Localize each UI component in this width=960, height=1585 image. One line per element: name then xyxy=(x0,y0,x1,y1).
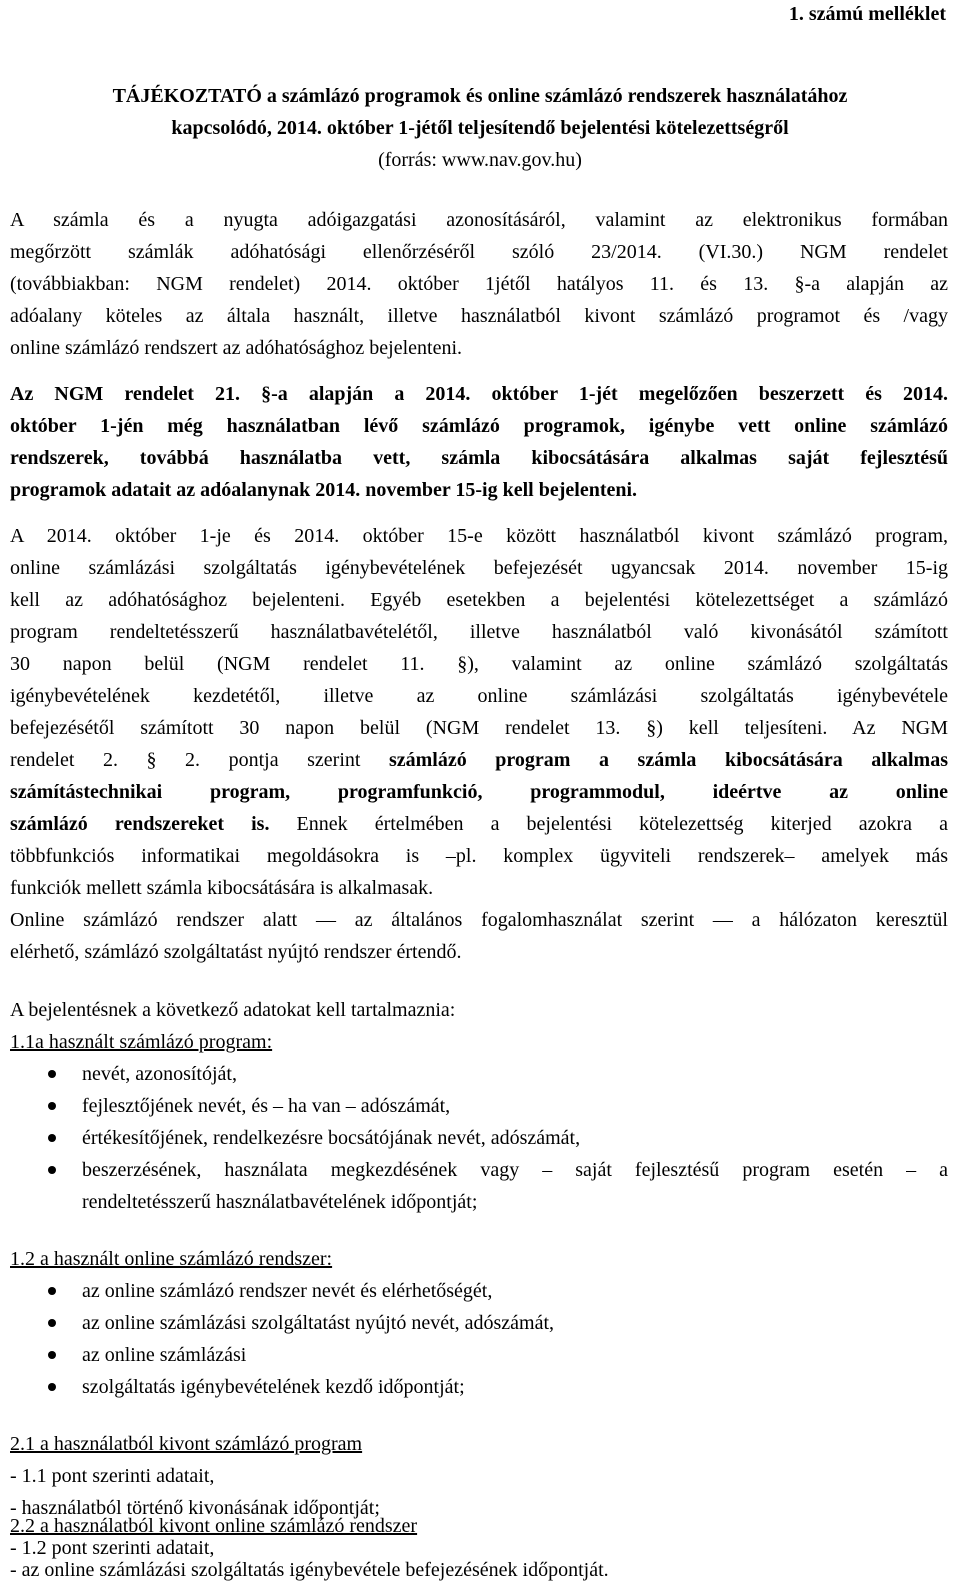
para3-bold-text: számlázó program a számla kibocsátására alkalmas xyxy=(388,749,948,771)
section-line: - az online számlázási szolgáltatás igénybevétele befejezésének időpontját. xyxy=(10,1559,609,1581)
para3-text: rendelet 2. § 2. pontja szerint xyxy=(10,749,389,771)
para2-line: programok adatait az adóalanynak 2014. november 15-ig kell bejelenteni. xyxy=(10,479,638,501)
requirements-intro: A bejelentésnek a következő adatokat kell tartalmaznia: xyxy=(10,999,456,1021)
para3-line: Online számlázó rendszer alatt — az általános fogalomhasználat szerint — a hálózaton keresztül xyxy=(10,909,948,931)
para2-line: október 1-jén még használatban lévő számlázó programok, igénybe vett online számlázó xyxy=(10,415,948,437)
bullet-icon xyxy=(48,1102,56,1110)
document-title-line-2: kapcsolódó, 2014. október 1-jétől teljesítendő bejelentési kötelezettségről xyxy=(171,117,789,139)
para3-line: számítástechnikai program, programfunkció, programmodul, ideértve az online xyxy=(10,781,948,803)
para1-line: online számlázó rendszert az adóhatósághoz bejelenteni. xyxy=(10,337,463,359)
bullet-icon xyxy=(48,1351,56,1359)
list-item: az online számlázási szolgáltatást nyújtó nevét, adószámát, xyxy=(82,1312,555,1334)
list-item: beszerzésének, használata megkezdésének vagy – saját fejlesztésű program esetén – a xyxy=(82,1159,948,1181)
para1-line: (továbbiakban: NGM rendelet) 2014. október 1jétől hatályos 11. és 13. §-a alapján az xyxy=(10,273,948,295)
bullet-icon xyxy=(48,1383,56,1391)
para1-line: megőrzött számlák adóhatósági ellenőrzéséről szóló 23/2014. (VI.30.) NGM rendelet xyxy=(10,241,948,263)
section-line: - 1.2 pont szerinti adatait, xyxy=(10,1537,215,1559)
para3-line: funkciók mellett számla kibocsátására is alkalmasak. xyxy=(10,877,434,899)
para2-line: rendszerek, továbbá használatba vett, számla kibocsátására alkalmas saját fejlesztésű xyxy=(10,447,948,469)
para3-line: igénybevételének kezdetétől, illetve az online számlázási szolgáltatás igénybevétele xyxy=(10,685,948,707)
list-item: az online számlázó rendszer nevét és elérhetőségét, xyxy=(82,1280,493,1302)
section-1-2-heading: 1.2 a használt online számlázó rendszer: xyxy=(10,1248,333,1270)
list-item-continuation: rendeltetésszerű használatbavételének időpontját; xyxy=(82,1191,478,1213)
para3-line xyxy=(10,812,948,836)
para3-line: kell az adóhatósághoz bejelenteni. Egyéb esetekben a bejelentési kötelezettséget a számlázó xyxy=(10,589,948,611)
para3-line: online számlázási szolgáltatás igénybevételének befejezését ugyancsak 2014. november 15-ig xyxy=(10,557,948,579)
list-item: az online számlázási xyxy=(82,1344,247,1366)
para1-line: adóalany köteles az általa használt, illetve használatból kivont számlázó programot és /vagy xyxy=(10,305,948,327)
para3-line: befejezésétől számított 30 napon belül (NGM rendelet 13. §) kell teljesíteni. Az NGM xyxy=(10,717,948,739)
section-2-1-heading: 2.1 a használatból kivont számlázó program xyxy=(10,1433,363,1455)
bullet-icon xyxy=(48,1070,56,1078)
para3-line: elérhető, számlázó szolgáltatást nyújtó rendszer értendő. xyxy=(10,941,462,963)
bullet-icon xyxy=(48,1287,56,1295)
section-line: - 1.1 pont szerinti adatait, xyxy=(10,1465,215,1487)
annex-label: 1. számú melléklet xyxy=(788,3,946,25)
list-item: nevét, azonosítóját, xyxy=(82,1063,237,1085)
list-item: szolgáltatás igénybevételének kezdő időpontját; xyxy=(82,1376,465,1398)
bullet-icon xyxy=(48,1166,56,1174)
section-line: - használatból történő kivonásának időpontját; xyxy=(10,1497,380,1519)
para3-line: program rendeltetésszerű használatbavételétől, illetve használatból való kivonásától számított xyxy=(10,621,948,643)
document-title-line-1: TÁJÉKOZTATÓ a számlázó programok és online számlázó rendszerek használatához xyxy=(112,85,848,107)
bullet-icon xyxy=(48,1134,56,1142)
list-item: fejlesztőjének nevét, és – ha van – adószámát, xyxy=(82,1095,451,1117)
section-1-1-heading: 1.1a használt számlázó program: xyxy=(10,1031,273,1053)
para1-line: A számla és a nyugta adóigazgatási azonosításáról, valamint az elektronikus formában xyxy=(10,209,948,231)
para3-line: A 2014. október 1-je és 2014. október 15-e között használatból kivont számlázó program, xyxy=(10,525,948,547)
list-item: értékesítőjének, rendelkezésre bocsátójának nevét, adószámát, xyxy=(82,1127,581,1149)
para3-line: 30 napon belül (NGM rendelet 11. §), valamint az online számlázó szolgáltatás xyxy=(10,653,948,675)
section-2-2-heading: 2.2 a használatból kivont online számlázó rendszer xyxy=(10,1515,418,1537)
para3-line xyxy=(10,748,948,772)
para3-text: Ennek értelmében a bejelentési kötelezettség kiterjed azokra a xyxy=(269,813,948,835)
bullet-icon xyxy=(48,1319,56,1327)
document-source: (forrás: www.nav.gov.hu) xyxy=(378,149,582,171)
para3-line: többfunkciós informatikai megoldásokra is –pl. komplex ügyviteli rendszerek– amelyek más xyxy=(10,845,948,867)
para3-bold-text: számlázó rendszereket is. xyxy=(10,813,270,835)
para2-line: Az NGM rendelet 21. §-a alapján a 2014. október 1-jét megelőzően beszerzett és 2014. xyxy=(10,383,948,405)
